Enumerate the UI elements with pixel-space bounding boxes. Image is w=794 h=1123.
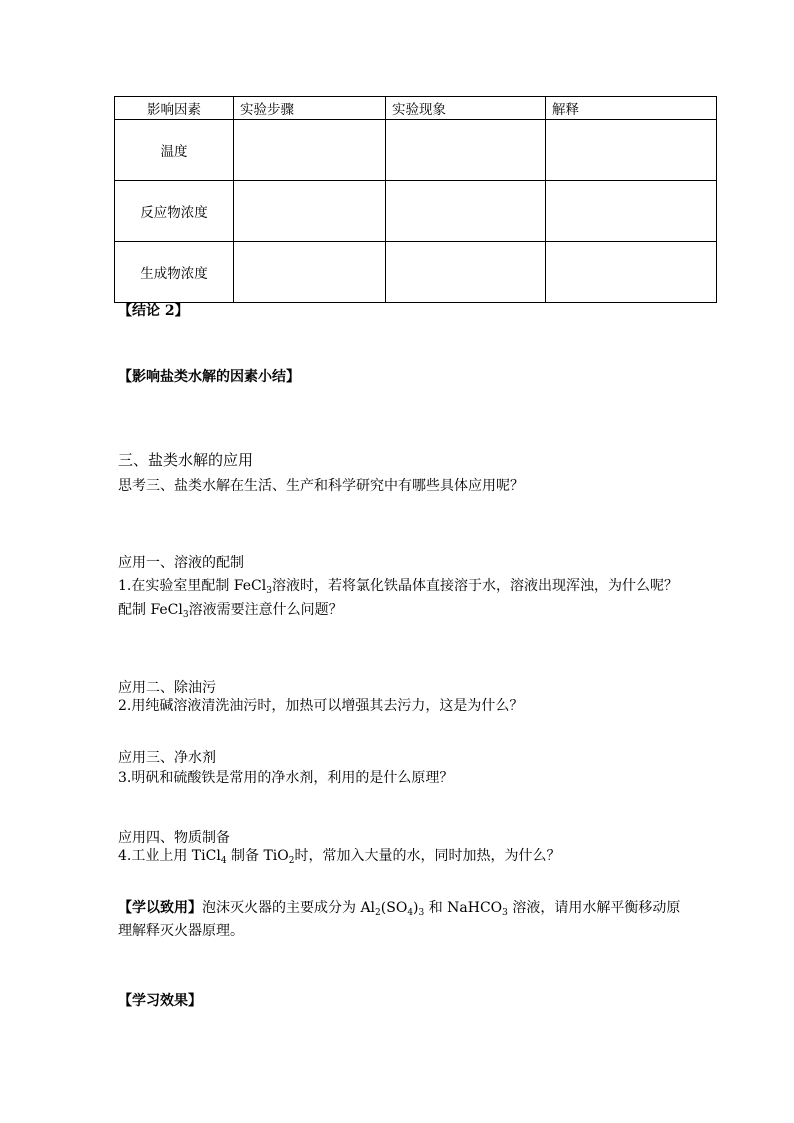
think-3-question: 思考三、盐类水解在生活、生产和科学研究中有哪些具体应用呢？ [118,478,524,494]
learning-effect-heading: 【学习效果】 [118,993,202,1009]
table-header-explanation: 解释 [546,97,717,120]
table-cell-empty[interactable] [386,242,546,303]
apply-paragraph-line2: 理解释灭火器原理。 [118,923,244,939]
subscript: 4 [220,856,227,866]
app3-title: 应用三、净水剂 [118,750,216,766]
app1-question-1b [118,602,343,618]
table-row [115,242,717,303]
subscript: 3 [182,610,189,620]
table-cell-factor: 生成物浓度 [115,242,234,303]
table-cell-empty[interactable] [234,181,386,242]
apply-label: 【学以致用】 [118,900,202,916]
app2-title: 应用二、除油污 [118,680,216,696]
table-header-factor: 影响因素 [115,97,234,120]
table-cell-empty[interactable] [386,181,546,242]
subscript: 2 [375,908,381,918]
apply-paragraph [118,900,680,916]
q-text: 和 NaHCO [424,900,503,916]
app4-title: 应用四、物质制备 [118,830,230,846]
q-text: ) [413,900,419,916]
q-text: 溶液，请用水解平衡移动原 [507,900,681,916]
app2-question: 2.用纯碱溶液清洗油污时，加热可以增强其去污力，这是为什么？ [118,698,524,714]
table-cell-factor: 温度 [115,120,234,181]
subscript: 3 [266,586,272,596]
table-row [115,120,717,181]
subscript: 3 [502,908,508,918]
summary-heading: 【影响盐类水解的因素小结】 [118,369,300,385]
app1-title: 应用一、溶液的配制 [118,555,244,571]
q-text: 溶液需要注意什么问题？ [188,602,343,618]
q-text: 溶液时，若将氯化铁晶体直接溶于水，溶液出现浑浊，为什么呢？ [271,578,678,594]
table-header-steps: 实验步骤 [234,97,386,120]
table-cell-empty[interactable] [546,242,717,303]
table-cell-factor: 反应物浓度 [115,181,234,242]
q-text: 制备 TiO [226,848,289,864]
table-header-row [115,97,717,120]
table-cell-empty[interactable] [234,120,386,181]
subscript: 3 [418,908,425,918]
table-cell-empty[interactable] [546,181,717,242]
q-text: 泡沫灭火器的主要成分为 Al [202,900,376,916]
app3-question: 3.明矾和硫酸铁是常用的净水剂，利用的是什么原理？ [118,770,454,786]
q-text: 时，常加入大量的水，同时加热，为什么？ [294,848,561,864]
experiment-table [114,96,717,303]
q-text: 配制 FeCl [118,602,183,618]
app4-question [118,848,560,864]
q-text: 1.在实验室里配制 FeCl [118,578,267,594]
q-text: (SO [380,900,408,916]
table-header-phenomena: 实验现象 [386,97,546,120]
table-cell-empty[interactable] [386,120,546,181]
conclusion-2-heading: 【结论 2】 [118,303,189,319]
subscript: 2 [288,856,295,866]
q-text: 4.工业上用 TiCl [118,848,221,864]
section-3-title: 三、盐类水解的应用 [118,451,254,469]
table-cell-empty[interactable] [546,120,717,181]
table-cell-empty[interactable] [234,242,386,303]
app1-question-1 [118,578,678,594]
table-row [115,181,717,242]
subscript: 4 [407,908,414,918]
